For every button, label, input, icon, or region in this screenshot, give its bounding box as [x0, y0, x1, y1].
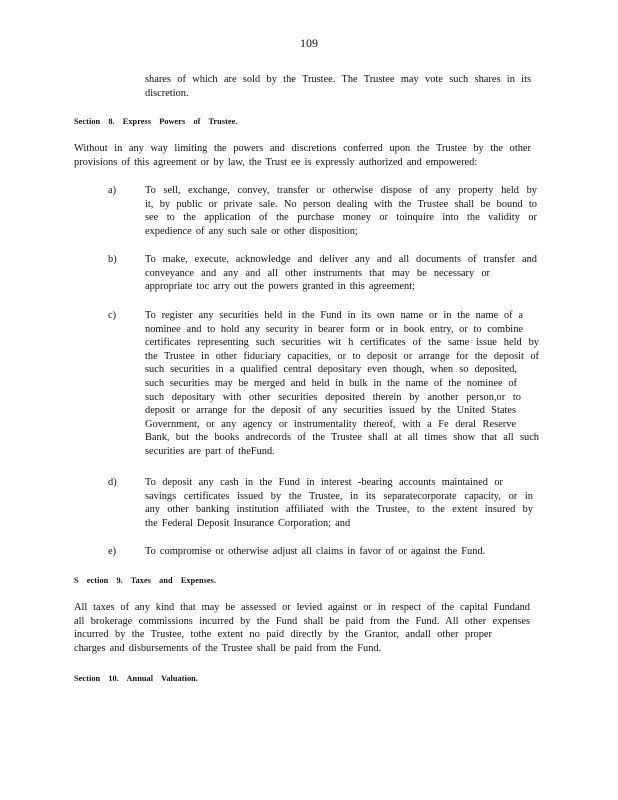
text-line: conveyance and any and all other instruments that may be necessary or — [145, 267, 490, 279]
item-e-label: e) — [108, 546, 117, 557]
intro-paragraph — [145, 73, 531, 100]
item-c-text — [145, 309, 539, 459]
text-line: Bank, but the books andrecords of the Trustee shall at all times show that all such — [145, 432, 539, 444]
text-line: shares of which are sold by the Trustee. The Trustee may vote such shares in its — [145, 74, 531, 85]
text-line: savings certificates issued by the Trustee, in its separatecorporate capacity, or in — [145, 490, 533, 502]
text-line: such securities in a qualified central depositary even though, when so deposited, — [145, 364, 517, 376]
item-b-text — [145, 253, 537, 294]
section-8-heading: Section 8. Express Powers of Trustee. — [74, 117, 238, 126]
text-line: To sell, exchange, convey, transfer or otherwise dispose of any property held by — [145, 185, 537, 196]
text-line: incurred by the Trustee, tothe extent no paid directly by the Grantor, andall other proper — [74, 629, 492, 641]
section-10-heading: Section 10. Annual Valuation. — [74, 674, 198, 683]
text-line: All taxes of any kind that may be assessed or levied against or in respect of the capital Fundand — [74, 602, 530, 613]
text-line: any other banking institution affiliated with the Trustee, to the extent insured by — [145, 504, 533, 516]
section-8-intro — [74, 142, 531, 169]
text-line: To make, execute, acknowledge and deliver any and all documents of transfer and — [145, 254, 537, 265]
text-line: securities are part of theFund. — [145, 445, 275, 457]
item-b-label: b) — [108, 254, 117, 265]
text-line: Without in any way limiting the powers and discretions conferred upon the Trustee by the other — [74, 143, 531, 154]
text-line: appropriate toc arry out the powers granted in this agreement; — [145, 281, 415, 293]
text-line: the Trustee in other fiduciary capacities, or to deposit or arrange for the deposit of — [145, 350, 539, 362]
text-line: all brokerage commissions incurred by the Fund shall be paid from the Fund. All other expenses — [74, 615, 530, 627]
text-line: discretion. — [145, 87, 189, 99]
item-e-text — [145, 545, 537, 559]
section-9-body — [74, 601, 530, 655]
text-line: To register any securities held in the Fund in its own name or in the name of a — [145, 310, 523, 321]
text-line: the Federal Deposit Insurance Corporation; and — [145, 517, 351, 529]
text-line: such securities may be merged and held in bulk in the name of the nominee of — [145, 377, 517, 389]
text-line: such depositary with other securities deposited therein by another person,or to — [145, 391, 521, 403]
text-line: it, by public or private sale. No person dealing with the Trustee shall be bound to — [145, 198, 537, 210]
text-line: expedience of any such sale or other disposition; — [145, 225, 358, 237]
text-line: deposit or arrange for the deposit of any securities issued by the United States — [145, 405, 516, 417]
text-line: provisions of this agreement or by law, the Trust ee is expressly authorized and empowered: — [74, 156, 478, 168]
text-line: see to the application of the purchase money or toinquire into the validity or — [145, 212, 537, 224]
item-d-label: d) — [108, 477, 117, 488]
text-line: To deposit any cash in the Fund in interest -bearing accounts maintained or — [145, 477, 503, 488]
item-c-label: c) — [108, 310, 117, 321]
text-line: To compromise or otherwise adjust all claims in favor of or against the Fund. — [145, 546, 486, 557]
text-line: charges and disbursements of the Trustee shall be paid from the Fund. — [74, 642, 382, 654]
text-line: nominee and to hold any security in bearer form or in book entry, or to combine — [145, 323, 523, 335]
section-9-heading: S ection 9. Taxes and Expenses. — [74, 576, 217, 585]
item-a-label: a) — [108, 185, 117, 196]
text-line: Government, or any agency or instrumentality thereof, with a Fe deral Reserve — [145, 418, 516, 430]
page-number: 109 — [300, 36, 318, 50]
item-a-text — [145, 184, 537, 238]
text-line: certificates representing such securities wit h certificates of the same issue held by — [145, 337, 539, 349]
item-d-text — [145, 476, 533, 530]
